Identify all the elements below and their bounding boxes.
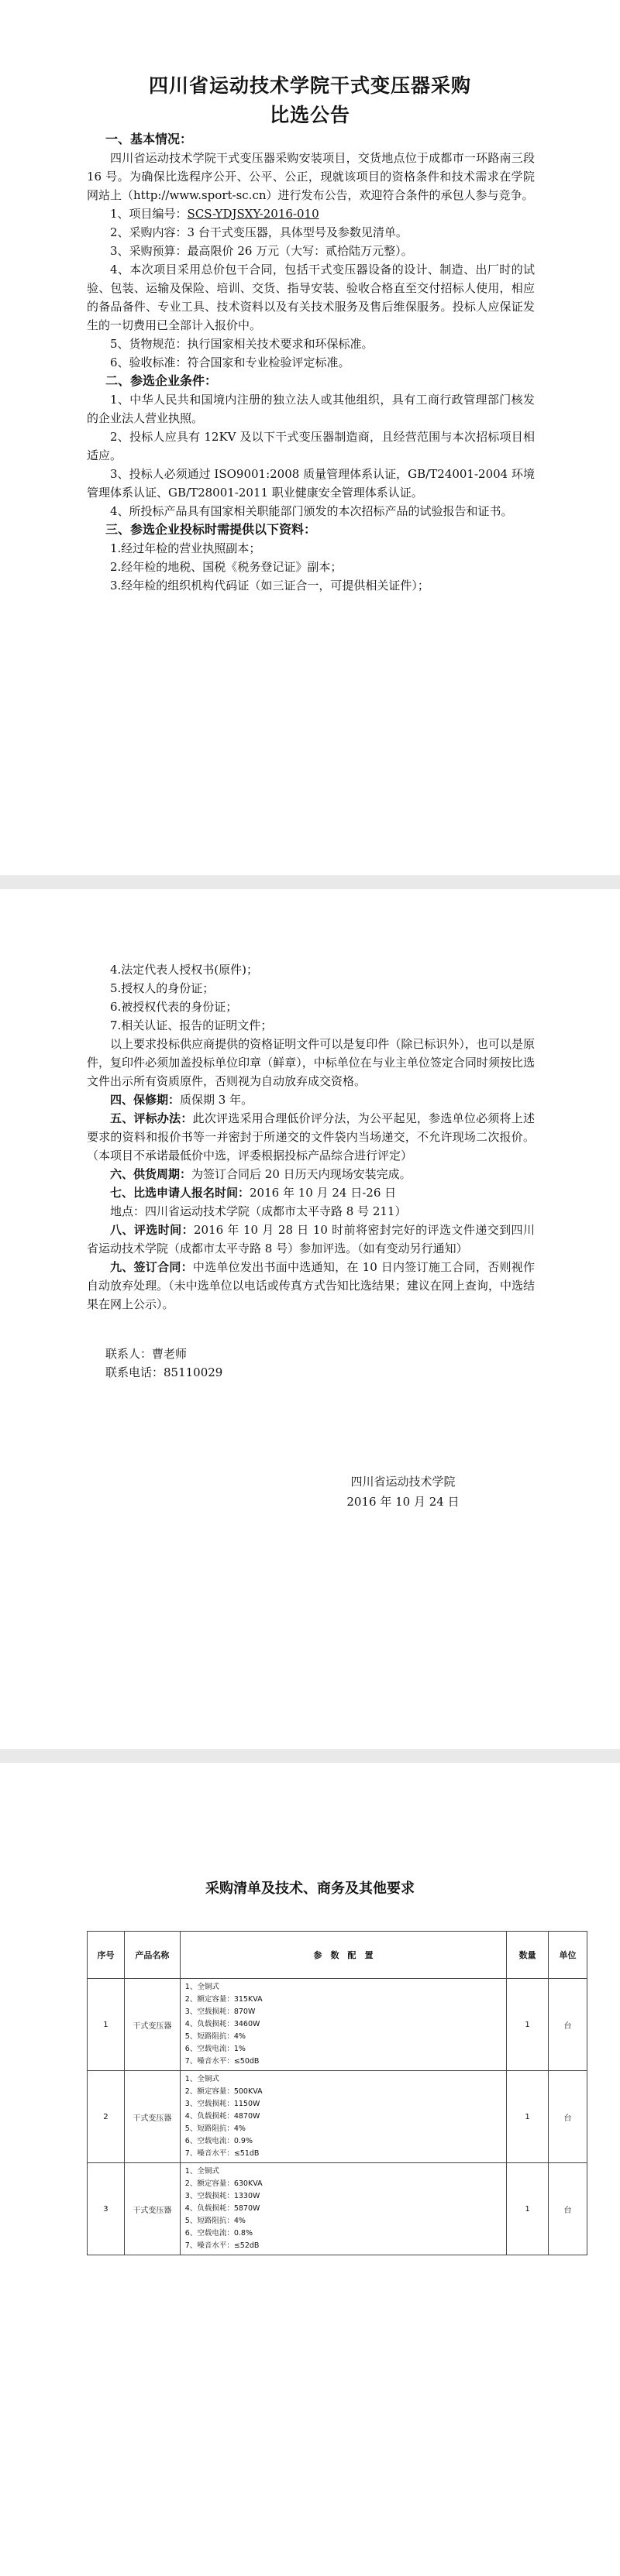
section-4-label: 四、保修期： [110, 1093, 181, 1107]
param-line: 7、噪音水平：≤50dB [184, 2057, 260, 2066]
row-qty: 1 [507, 1979, 549, 2071]
section-5-text: 此次评选采用合理低价评分法，为公平起见，参选单位必须将上述要求的资料和报价书等一并密封于所递交的文件袋内当场递交，不允许现场二次报价。（本项目不承诺最低价中选，评委根据投标产品综合进行评定） [87, 1111, 535, 1163]
signature-org: 四川省运动技术学院 [350, 1475, 456, 1489]
header-qty: 数量 [507, 1932, 549, 1979]
section-4-text: 质保期 3 年。 [180, 1093, 253, 1107]
contact-phone: 联系电话：85110029 [105, 1365, 223, 1379]
row-qty: 1 [507, 2071, 549, 2163]
condition-4: 4、所投标产品具有国家相关职能部门颁发的本次招标产品的试验报告和证书。 [110, 504, 513, 518]
section-6-text: 为签订合同后 20 日历天内现场安装完成。 [191, 1167, 412, 1181]
row-unit: 台 [549, 1979, 587, 2071]
row-unit: 台 [549, 2071, 587, 2163]
param-line: 2、额定容量：315KVA [184, 1995, 263, 2004]
section-5-label: 五、评标办法： [110, 1111, 193, 1125]
item-3: 3、采购预算：最高限价 26 万元（大写：贰拾陆万元整）。 [110, 244, 413, 258]
row-name: 干式变压器 [124, 2163, 180, 2255]
intro-paragraph: 四川省运动技术学院干式变压器采购安装项目，交货地点位于成都市一环路南三段 16 号。为确保比选程序公开、公平、公正，现就该项目的资格条件和技术需求在学院网站上（http://www.sport-sc.cn）进行发布公告，欢迎符合条件的承包人参与竞争。 [87, 151, 535, 202]
section-7-address: 地点：四川省运动技术学院（成都市太平寺路 8 号 211） [110, 1204, 407, 1218]
section-6-label: 六、供货周期： [110, 1167, 192, 1181]
section-4 [87, 1091, 535, 1109]
title-line-1: 四川省运动技术学院干式变压器采购 [148, 74, 471, 97]
page-2-content [87, 960, 535, 1382]
param-line: 7、噪音水平：≤51dB [184, 2149, 260, 2158]
material-7: 7.相关认证、报告的证明文件； [110, 1018, 273, 1032]
table-row [88, 2071, 587, 2163]
condition-2: 2、投标人应具有 12KV 及以下干式变压器制造商，且经营范围与本次招标项目相适应。 [87, 430, 535, 462]
materials-note: 以上要求投标供应商提供的资格证明文件可以是复印件（除已标识外），也可以是原件，复印件必须加盖投标单位印章（鲜章），中标单位在与业主单位签定合同时须按比选文件出示所有资质原件，否则视为自动放弃成交资格。 [87, 1037, 535, 1088]
row-unit: 台 [549, 2163, 587, 2255]
page-3 [0, 1763, 620, 2576]
material-4: 4.法定代表人授权书(原件)； [110, 963, 259, 977]
table-row [88, 2163, 587, 2255]
param-line: 1、全铜式 [184, 2167, 219, 2176]
page-1 [0, 0, 620, 875]
param-line: 7、噪音水平：≤52dB [184, 2241, 260, 2250]
row-qty: 1 [507, 2163, 549, 2255]
section-2-heading: 二、参选企业条件： [105, 373, 218, 388]
item-4: 4、本次项目采用总价包干合同，包括干式变压器设备的设计、制造、出厂时的试验、包装、运输及保险、培训、交货、指导安装、验收合格直至交付招标人使用，相应的备品备件、专业工具、技术资料以及有关技术服务及售后维保服务。投标人应保证发生的一切费用已全部计入报价中。 [87, 263, 535, 332]
page-2 [0, 889, 620, 1749]
header-no: 序号 [88, 1932, 125, 1979]
param-line: 3、空载损耗：870W [184, 2008, 256, 2016]
material-1: 1.经过年检的营业执照副本； [110, 541, 261, 555]
header-unit: 单位 [549, 1932, 587, 1979]
row-params [180, 2163, 506, 2255]
section-1-heading: 一、基本情况： [105, 132, 193, 146]
param-line: 5、短路阻抗：4% [184, 2124, 246, 2133]
param-line: 2、额定容量：500KVA [184, 2087, 263, 2096]
section-3-heading: 三、参选企业投标时需提供以下资料： [105, 522, 317, 537]
document-title [0, 71, 620, 130]
page-1-content [87, 130, 535, 595]
signature-block [318, 1472, 488, 1512]
section-7 [87, 1183, 535, 1202]
param-line: 1、全铜式 [184, 1983, 219, 1991]
section-8-label: 八、评选时间： [110, 1223, 195, 1237]
table-title: 采购清单及技术、商务及其他要求 [205, 1880, 415, 1897]
param-line: 6、空载电流：1% [184, 2045, 246, 2053]
row-params [180, 2071, 506, 2163]
section-9 [87, 1258, 535, 1314]
condition-1: 1、中华人民共和国境内注册的独立法人或其他组织，具有工商行政管理部门核发的企业法人营业执照。 [87, 393, 535, 425]
project-number-value: SCS-YDJSXY-2016-010 [187, 207, 319, 221]
material-6: 6.被授权代表的身份证； [110, 1000, 238, 1014]
section-8-text: 2016 年 10 月 28 日 10 时前将密封完好的评选文件递交到四川省运动技术学院（成都市太平寺路 8 号）参加评选。（如有变动另行通知） [87, 1223, 535, 1255]
param-line: 5、短路阻抗：4% [184, 2032, 246, 2041]
material-5: 5.授权人的身份证； [110, 981, 215, 995]
section-5 [87, 1109, 535, 1165]
param-line: 4、负载损耗：5870W [184, 2204, 260, 2213]
project-number-label: 1、项目编号： [110, 207, 188, 221]
item-2: 2、采购内容：3 台干式变压器，具体型号及参数见清单。 [110, 225, 408, 239]
param-line: 3、空载损耗：1330W [184, 2192, 260, 2200]
param-line: 1、全铜式 [184, 2075, 219, 2083]
section-7-text: 2016 年 10 月 24 日-26 日 [250, 1186, 397, 1200]
param-line: 5、短路阻抗：4% [184, 2217, 246, 2225]
row-no: 1 [88, 1979, 125, 2071]
param-line: 4、负载损耗：4870W [184, 2112, 260, 2121]
param-line: 6、空载电流：0.8% [184, 2229, 253, 2238]
row-params [180, 1979, 506, 2071]
param-line: 4、负载损耗：3460W [184, 2020, 260, 2028]
table-row [88, 1979, 587, 2071]
condition-3: 3、投标人必须通过 ISO9001:2008 质量管理体系认证，GB/T24001-2004 环境管理体系认证、GB/T28001-2011 职业健康安全管理体系认证。 [87, 467, 535, 500]
project-number [87, 204, 535, 223]
table-header-row [88, 1932, 587, 1979]
header-params: 参 数 配 置 [180, 1932, 506, 1979]
material-2: 2.经年检的地税、国税《税务登记证》副本； [110, 560, 343, 574]
item-5: 5、货物规范：执行国家相关技术要求和环保标准。 [110, 337, 374, 351]
title-line-2: 比选公告 [269, 104, 350, 126]
param-line: 3、空载损耗：1150W [184, 2100, 260, 2108]
row-no: 2 [88, 2071, 125, 2163]
signature-date: 2016 年 10 月 24 日 [346, 1495, 460, 1509]
section-8 [87, 1221, 535, 1258]
section-7-label: 七、比选申请人报名时间： [110, 1186, 250, 1200]
row-no: 3 [88, 2163, 125, 2255]
item-6: 6、验收标准：符合国家和专业检验评定标准。 [110, 355, 350, 369]
material-3: 3.经年检的组织机构代码证（如三证合一，可提供相关证件）； [110, 579, 429, 592]
contact-person: 联系人：曹老师 [105, 1347, 188, 1361]
section-9-text: 中选单位发出书面中选通知，在 10 日内签订施工合同，否则视作自动放弃处理。（未中选单位以电话或传真方式告知比选结果；建议在网上查询，中选结果在网上公示）。 [87, 1260, 535, 1311]
section-9-label: 九、签订合同： [110, 1260, 193, 1274]
header-name: 产品名称 [124, 1932, 180, 1979]
procurement-table [87, 1931, 587, 2255]
param-line: 2、额定容量：630KVA [184, 2179, 263, 2188]
section-6 [87, 1165, 535, 1183]
row-name: 干式变压器 [124, 1979, 180, 2071]
row-name: 干式变压器 [124, 2071, 180, 2163]
param-line: 6、空载电流：0.9% [184, 2137, 253, 2145]
